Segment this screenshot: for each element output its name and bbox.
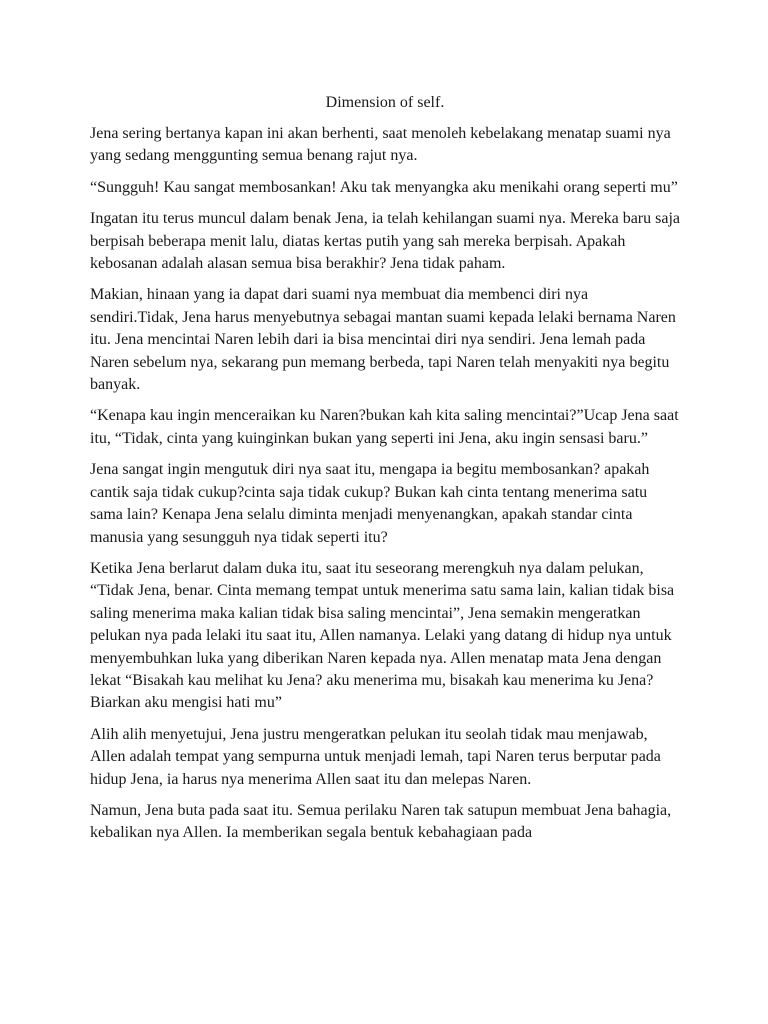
paragraph-8: Alih alih menyetujui, Jena justru mengeratkan pelukan itu seolah tidak mau menjawab, Allen adalah tempat yang sempurna untuk menjadi lemah, tapi Naren terus berputar pada hidup Jena, ia harus nya menerima Allen saat itu dan melepas Naren. — [90, 725, 661, 788]
paragraph-9: Namun, Jena buta pada saat itu. Semua perilaku Naren tak satupun membuat Jena bahagia, kebalikan nya Allen. Ia memberikan segala bentuk kebahagiaan pada — [90, 801, 672, 842]
paragraph-1: Jena sering bertanya kapan ini akan berhenti, saat menoleh kebelakang menatap suami nya yang sedang menggunting semua benang rajut nya. — [90, 125, 671, 165]
document-title: Dimension of self. — [325, 94, 445, 111]
paragraph-4: Makian, hinaan yang ia dapat dari suami nya membuat dia membenci diri nya sendiri.Tidak, Jena harus menyebutnya sebagai mantan suami kepada lelaki bernama Naren itu. Jena mencintai Naren lebih dari ia bisa mencintai diri nya sendiri. Jena lemah pada Naren sebelum nya, sekarang pun memang berbeda, tapi Naren telah menyakiti nya begitu banyak. — [90, 286, 676, 394]
paragraph-5: “Kenapa kau ingin menceraikan ku Naren?bukan kah kita saling mencintai?”Ucap Jena saat itu, “Tidak, cinta yang kuinginkan bukan yang seperti ini Jena, aku ingin sensasi baru.” — [90, 407, 679, 447]
paragraph-3: Ingatan itu terus muncul dalam benak Jena, ia telah kehilangan suami nya. Mereka baru saja berpisah beberapa menit lalu, diatas kertas putih yang sah mereka berpisah. Apakah kebosanan adalah alasan semua bisa berakhir? Jena tidak paham. — [90, 210, 681, 273]
document-page — [90, 92, 680, 854]
paragraph-7: Ketika Jena berlarut dalam duka itu, saat itu seseorang merengkuh nya dalam pelukan, “Tidak Jena, benar. Cinta memang tempat untuk menerima satu sama lain, kalian tidak bisa saling menerima maka kalian tidak bisa saling mencintai”, Jena semakin mengeratkan pelukan nya pada lelaki itu saat itu, Allen namanya. Lelaki yang datang di hidup nya untuk menyembuhkan luka yang diberikan Naren kepada nya. Allen menatap mata Jena dengan lekat “Bisakah kau melihat ku Jena? aku menerima mu, bisakah kau menerima ku Jena? Biarkan aku mengisi hati mu” — [90, 559, 675, 712]
paragraph-2: “Sungguh! Kau sangat membosankan! Aku tak menyangka aku menikahi orang seperti mu” — [90, 178, 678, 196]
paragraph-6: Jena sangat ingin mengutuk diri nya saat itu, mengapa ia begitu membosankan? apakah cantik saja tidak cukup?cinta saja tidak cukup? Bukan kah cinta tentang menerima satu sama lain? Kenapa Jena selalu diminta menjadi menyenangkan, apakah standar cinta manusia yang sesungguh nya tidak seperti itu? — [90, 461, 650, 546]
